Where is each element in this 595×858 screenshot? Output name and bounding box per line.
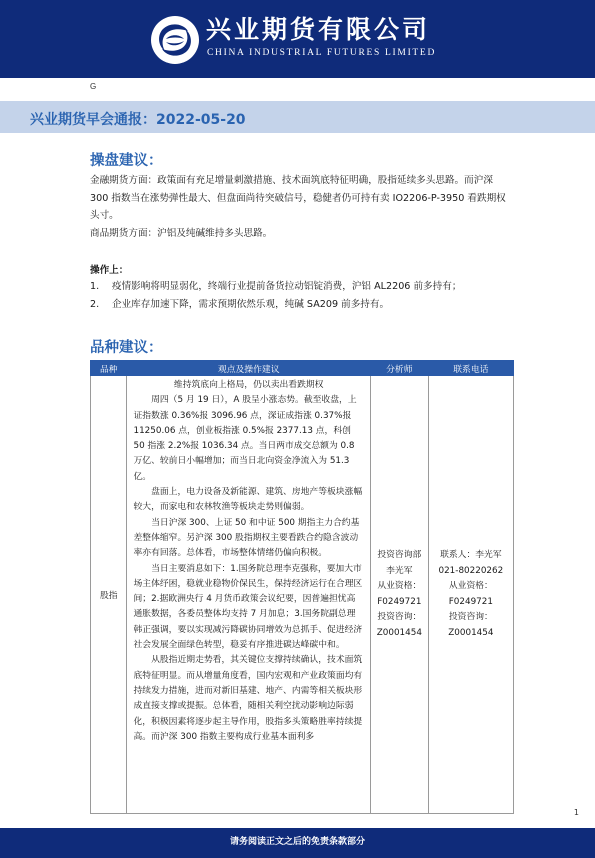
ops-item <box>90 278 510 296</box>
operation-section-title: 操盘建议： <box>90 153 163 169</box>
analyst-name: 李光军 <box>386 565 413 576</box>
view-paragraph: 周四（5 月 19 日），A 股呈小涨态势。截至收盘，上证指数涨 0.36%报 3096.96 点，深证成指涨 0.37%报 11250.06 点，创业板指涨 0.5%报 2377.13 点，科创 50 指涨 2.2%报 1036.34 点。当日两市成交总额为 0.8 万亿、较前日小幅增加；而当日北向资金净流入为 51.3 亿。 <box>133 395 357 482</box>
ops-list <box>90 278 510 313</box>
ops-item-number: 2. <box>90 298 100 310</box>
view-paragraph: 当日主要消息如下：1.国务院总理李克强称，要加大市场主体纾困，稳就业稳物价保民生，保持经济运行在合理区间；2.据欧洲央行 4 月货币政策会议纪要，因普遍担忧高通胀数据，各委员整体均支持 7 月加息；3.国务院副总理韩正强调，要以实现减污降碳协同增效为总抓手、促进经济社会发展全面绿色转型，稳妥有序推进碳达峰碳中和。 <box>133 563 363 651</box>
commodity-advice: 商品期货方面：沪铝及纯碱维持多头思路。 <box>90 227 273 239</box>
page-footer <box>0 828 595 858</box>
contact-consult-label: 投资咨询： <box>448 612 493 622</box>
contact-qual-label: 从业资格： <box>448 581 493 591</box>
contact-consult-no: Z0001454 <box>448 627 494 638</box>
table-header-row <box>91 361 514 376</box>
variety-table <box>90 360 514 814</box>
header-view: 观点及操作建议 <box>127 361 370 376</box>
analyst-qual-label: 从业资格： <box>377 581 422 591</box>
page-header <box>0 0 595 78</box>
disclaimer-note: 请务阅读正文之后的免责条款部分 <box>229 837 365 847</box>
analyst-consult-no: Z0001454 <box>376 627 422 638</box>
ops-item <box>90 296 510 314</box>
header-analyst: 分析师 <box>370 361 428 376</box>
view-cell <box>127 376 370 814</box>
finance-advice: 金融期货方面：政策面有充足增量刺激措施、技术面筑底特征明确，股指延续多头思路。而沪深 300 指数当在涨势弹性最大、但盘面尚待突破信号，稳健者仍可持有卖 IO2206-P-3950 看跌期权头寸。 <box>90 175 506 221</box>
contact-qual-no: F0249721 <box>448 596 493 607</box>
contact-phone: 021-80220262 <box>438 565 504 576</box>
view-paragraph: 当日沪深 300、上证 50 和中证 500 期指主力合约基差整体缩窄。另沪深 300 股指期权主要看跌合约隐含波动率亦有回落。总体看，市场整体情绪仍偏向积极。 <box>133 517 360 559</box>
view-paragraph: 从股指近期走势看，其关键位支撑持续确认，技术面筑底特征明显。而从增量角度看，国内宏观和产业政策面均有持续发力措施，进而对新旧基建、地产、内需等相关板块形成直接支撑或提振。总体看，随相关利空扰动影响边际弱化，积极因素将逐步起主导作用，股指多头策略胜率持续提高。而沪深 300 指数主要构成行业基本面利多 <box>133 655 363 742</box>
ops-item-number: 1. <box>90 281 100 292</box>
view-headline: 维持筑底向上格局，仍以卖出看跌期权 <box>173 380 324 390</box>
company-name-en: CHINA INDUSTRIAL FUTURES LIMITED <box>207 48 436 58</box>
view-paragraph: 盘面上，电力设备及新能源、建筑、房地产等板块涨幅较大，而家电和农林牧渔等板块走势则偏弱。 <box>133 487 363 513</box>
company-logo-icon <box>150 15 200 65</box>
contact-cell <box>428 376 513 814</box>
variety-section-title: 品种建议： <box>90 340 163 356</box>
analyst-cell <box>370 376 428 814</box>
header-contact: 联系电话 <box>428 361 513 376</box>
report-title-bar <box>0 101 595 133</box>
variety-name: 股指 <box>91 376 127 814</box>
analyst-dept: 投资咨询部 <box>377 550 422 560</box>
analyst-qual-no: F0249721 <box>377 596 422 607</box>
report-title: 兴业期货早会通报：2022-05-20 <box>30 112 246 128</box>
contact-person: 联系人：李光军 <box>440 550 502 560</box>
page-number: 1 <box>573 808 579 817</box>
page-mark: G <box>90 82 97 91</box>
ops-title: 操作上： <box>90 265 129 276</box>
header-variety: 品种 <box>91 361 127 376</box>
ops-item-text: 企业库存加速下降，需求预期依然乐观，纯碱 SA209 前多持有。 <box>112 298 390 310</box>
operation-advice <box>90 172 510 242</box>
table-row <box>91 376 514 814</box>
company-name-cn: 兴业期货有限公司 <box>206 15 431 44</box>
ops-item-text: 疫情影响将明显弱化，终端行业提前备货拉动铝锭消费，沪铝 AL2206 前多持有； <box>112 281 462 292</box>
analyst-consult-label: 投资咨询： <box>377 612 422 622</box>
